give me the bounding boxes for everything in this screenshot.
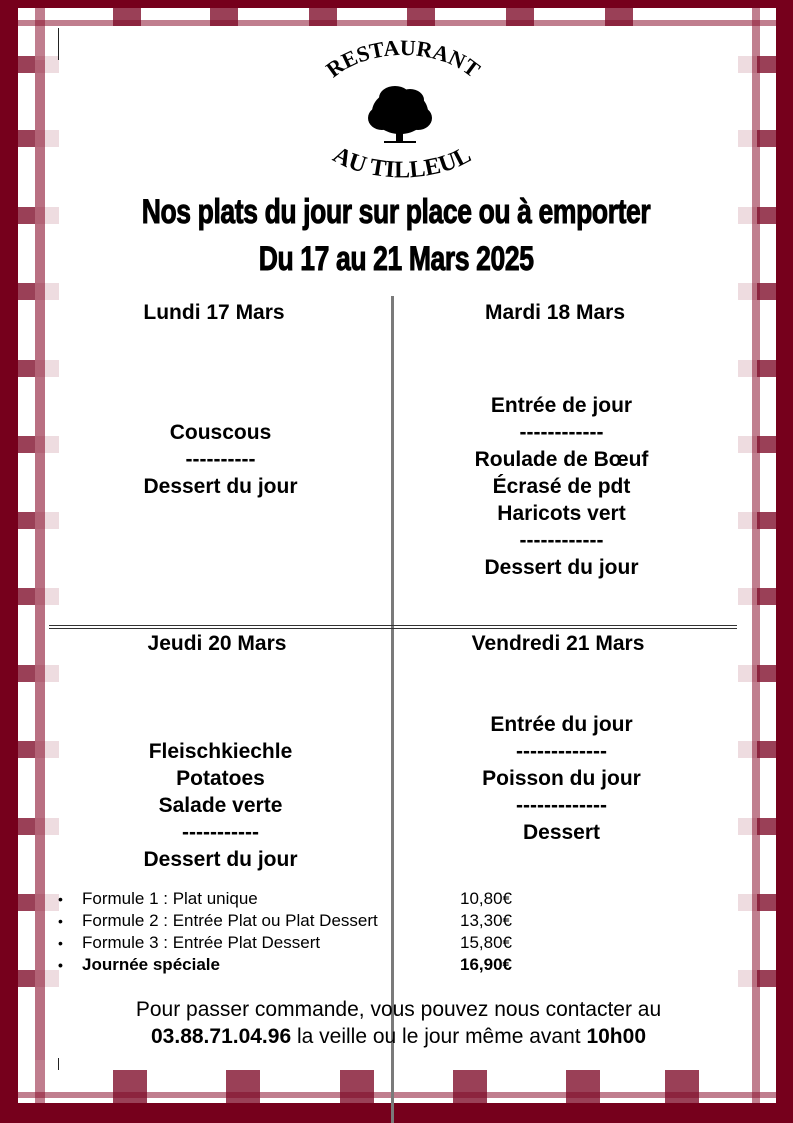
formula-price: 13,30€ [460,911,512,930]
border-square [35,56,59,73]
price-row-formule-2 [58,910,540,932]
border-square [738,56,757,73]
bullet: • [58,913,63,929]
menu-line: Entrée de jour [490,394,633,417]
border-square [309,8,337,26]
border-square [757,436,776,453]
border-right-band [776,0,793,1123]
border-square [757,283,776,300]
title-line-1: Nos plats du jour sur place ou à emporter [142,193,651,231]
menu-line: Dessert du jour [143,848,298,871]
border-square [757,360,776,377]
border-square [18,970,35,987]
price-row-formule-3 [58,932,540,954]
menu-separator: ----------- [182,821,259,844]
menu-separator: ------------ [519,421,604,444]
border-square [738,970,757,987]
page-title [0,193,793,232]
day-heading-friday: Vendredi 21 Mars [471,632,645,655]
menu-line: Roulade de Bœuf [474,448,649,471]
menu-separator: ------------- [516,794,607,817]
border-square [210,8,238,26]
menu-line: Dessert [522,821,601,844]
border-left-band [0,0,18,1123]
menu-monday [59,419,382,500]
border-square [738,283,757,300]
border-square [738,665,757,682]
menu-friday [400,711,723,846]
border-square [18,588,35,605]
border-square [18,818,35,835]
border-square [738,130,757,147]
border-square [506,8,534,26]
border-square [18,894,35,911]
menu-line: Fleischkiechle [148,740,293,763]
border-square [757,56,776,73]
formula-price: 10,80€ [460,889,512,908]
menu-line: Dessert du jour [143,475,298,498]
border-square [738,360,757,377]
formula-label: Journée spéciale [82,955,220,974]
border-square [113,1070,147,1103]
menu-line: Dessert du jour [484,556,639,579]
text-cursor-top [58,28,59,60]
border-bottom-band [0,1103,793,1123]
border-square [757,512,776,529]
horizontal-divider [49,625,737,629]
bullet: • [58,957,63,973]
contact-line-2 [59,1023,738,1050]
border-square [738,588,757,605]
menu-line: Entrée du jour [490,713,633,736]
border-square [35,818,59,835]
border-square [757,818,776,835]
border-square [453,1070,487,1103]
price-row-formule-1 [58,888,540,910]
formula-price: 16,90€ [460,955,512,974]
menu-line: Haricots vert [497,502,626,525]
border-square [18,360,35,377]
border-square [18,56,35,73]
border-square [407,8,435,26]
date-range-title [0,240,793,279]
text-cursor-bottom [58,1058,59,1070]
order-deadline: 10h00 [586,1025,646,1048]
menu-thursday [59,738,382,873]
border-stripe-right [752,8,760,1103]
border-square [738,818,757,835]
menu-line: Couscous [169,421,272,444]
day-heading-monday: Lundi 17 Mars [143,301,285,324]
border-square [738,512,757,529]
contact-middle-text: la veille ou le jour même avant [291,1025,587,1048]
border-square [738,436,757,453]
border-square [35,360,59,377]
border-square [18,283,35,300]
menu-line: Potatoes [176,767,265,790]
border-square [18,436,35,453]
border-square [35,512,59,529]
border-square [18,741,35,758]
border-square [226,1070,260,1103]
border-square [665,1070,699,1103]
phone-number: 03.88.71.04.96 [151,1025,292,1048]
border-square [18,665,35,682]
menu-line: Poisson du jour [482,767,641,790]
title-line-2: Du 17 au 21 Mars 2025 [259,240,534,278]
border-square [35,741,59,758]
border-square [605,8,633,26]
menu-separator: ------------- [516,740,607,763]
border-square [35,130,59,147]
svg-text:RESTAURANT: RESTAURANT [321,40,485,83]
day-heading-tuesday: Mardi 18 Mars [484,301,626,324]
border-square [757,970,776,987]
border-square [757,588,776,605]
bullet: • [58,891,63,907]
border-top-band [0,0,793,8]
menu-line: Salade verte [158,794,283,817]
border-square [757,894,776,911]
border-square [35,894,59,911]
border-square [35,970,59,987]
border-square [35,665,59,682]
border-square [35,588,59,605]
border-square [738,741,757,758]
border-square [757,665,776,682]
price-list [58,888,540,976]
border-square [18,130,35,147]
price-row-journee-speciale [58,954,540,976]
border-square [35,436,59,453]
formula-label: Formule 1 : Plat unique [82,889,258,908]
border-square [18,512,35,529]
border-square [738,894,757,911]
border-square [757,130,776,147]
tree-icon [300,40,500,190]
menu-tuesday [400,392,723,581]
formula-price: 15,80€ [460,933,512,952]
day-heading-thursday: Jeudi 20 Mars [147,632,287,655]
svg-text:AU TILLEUL: AU TILLEUL [328,141,476,184]
bullet: • [58,935,63,951]
menu-separator: ------------ [519,529,604,552]
menu-separator: ---------- [185,448,256,471]
restaurant-logo [300,40,500,190]
border-square [113,8,141,26]
border-square [757,741,776,758]
contact-info [59,996,738,1050]
formula-label: Formule 3 : Entrée Plat Dessert [82,933,321,952]
border-square [340,1070,374,1103]
border-square [566,1070,600,1103]
contact-line-1: Pour passer commande, vous pouvez nous contacter au [135,998,662,1021]
menu-line: Écrasé de pdt [492,475,631,498]
formula-label: Formule 2 : Entrée Plat ou Plat Dessert [82,911,378,930]
border-square [35,283,59,300]
